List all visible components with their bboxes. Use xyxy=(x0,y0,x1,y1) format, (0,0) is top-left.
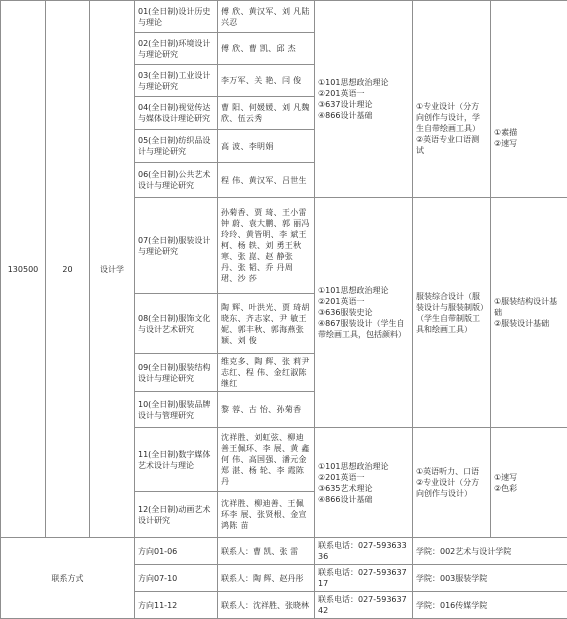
direction-name: 08(全日制)服饰文化与设计艺术研究 xyxy=(135,294,218,354)
contact-phone: 联系电话：027-59363717 xyxy=(315,565,413,592)
direction-teachers: 沈祥胜、刘虹弦、柳迪善王佩环、李 展、黄 鑫何 伟、高国强、潘元金郑 湛、杨 轮、李 霞陈 丹 xyxy=(218,428,315,492)
exam-subjects: ①101思想政治理论 ②201英语一 ③636服装史论 ④867服装设计（学生自带绘画工具，包括颜料） xyxy=(315,198,413,428)
additional-test: ①素描 ②速写 xyxy=(491,1,567,198)
direction-name: 04(全日制)视觉传达与媒体设计理论研究 xyxy=(135,97,218,130)
retest-subjects: ①英语听力、口语 ②专业设计（分方向创作与设计） xyxy=(413,428,491,538)
direction-teachers: 沈祥胜、柳迪善、王佩环李 展、张贤根、金宣鸿陈 苗 xyxy=(218,492,315,538)
contact-person: 联系人：曹 凯、张 雷 xyxy=(218,538,315,565)
direction-name: 10(全日制)服装品牌设计与管理研究 xyxy=(135,392,218,428)
retest-subjects: 服装综合设计（服装设计与服装制版）（学生自带制版工具和绘画工具） xyxy=(413,198,491,428)
direction-name: 12(全日制)动画艺术设计研究 xyxy=(135,492,218,538)
direction-name: 09(全日制)服装结构设计与理论研究 xyxy=(135,354,218,392)
contact-row xyxy=(1,538,567,565)
major-name: 设计学 xyxy=(90,1,135,538)
contact-college: 学院：002艺术与设计学院 xyxy=(413,538,567,565)
direction-teachers: 陶 辉、叶洪光、贾 琦胡晓东、齐志家、尹 敏王 妮、郭丰秋、郭海燕张 颖、刘 俊 xyxy=(218,294,315,354)
direction-name: 06(全日制)公共艺术设计与理论研究 xyxy=(135,163,218,198)
direction-teachers: 高 波、李明娟 xyxy=(218,130,315,163)
major-code: 130500 xyxy=(1,1,46,538)
exam-subjects: ①101思想政治理论 ②201英语一 ③637设计理论 ④866设计基础 xyxy=(315,1,413,198)
direction-teachers: 李万军、关 艳、闫 俊 xyxy=(218,65,315,97)
direction-teachers: 黎 蓉、古 怡、孙菊香 xyxy=(218,392,315,428)
contact-person: 联系人：陶 辉、赵丹彤 xyxy=(218,565,315,592)
retest-subjects: ①专业设计（分方向创作与设计，学生自带绘画工具） ②英语专业口语测试 xyxy=(413,1,491,198)
contact-college: 学院：003服装学院 xyxy=(413,565,567,592)
contact-college: 学院：016传媒学院 xyxy=(413,592,567,619)
direction-teachers: 维克多、陶 辉、张 莉尹志红、程 伟、金红淑陈继红 xyxy=(218,354,315,392)
additional-test: ①服装结构设计基础 ②服装设计基础 xyxy=(491,198,567,428)
table-row xyxy=(1,1,567,33)
direction-name: 11(全日制)数字媒体艺术设计与理论 xyxy=(135,428,218,492)
contact-direction: 方向01-06 xyxy=(135,538,218,565)
direction-teachers: 曹 阳、何媛媛、刘 凡魏 欣、伍云秀 xyxy=(218,97,315,130)
direction-name: 01(全日制)设计历史与理论 xyxy=(135,1,218,33)
contact-person: 联系人：沈祥胜、张晓林 xyxy=(218,592,315,619)
additional-test: ①速写 ②色彩 xyxy=(491,428,567,538)
contact-phone: 联系电话：027-59363742 xyxy=(315,592,413,619)
direction-teachers: 傅 欣、黄汉军、刘 凡陆兴忍 xyxy=(218,1,315,33)
enrollment-count: 20 xyxy=(46,1,90,538)
contact-direction: 方向07-10 xyxy=(135,565,218,592)
direction-teachers: 傅 欣、曹 凯、邱 杰 xyxy=(218,33,315,65)
direction-name: 07(全日制)服装设计与理论研究 xyxy=(135,198,218,294)
exam-subjects: ①101思想政治理论 ②201英语一 ③635艺术理论 ④866设计基础 xyxy=(315,428,413,538)
direction-name: 02(全日制)环境设计与理论研究 xyxy=(135,33,218,65)
contact-phone: 联系电话：027-59363336 xyxy=(315,538,413,565)
contact-label: 联系方式 xyxy=(1,538,135,619)
direction-teachers: 孙菊香、贾 琦、王小雷钟 蔚、袁大鹏、郭 丽冯玲玲、黄皆明、李 斌王 柯、杨 轶、刘 勇王秋寒、张 崑、赵 静张 丹、张 韬、乔 丹周 珺、沙 莎 xyxy=(218,198,315,294)
contact-direction: 方向11-12 xyxy=(135,592,218,619)
direction-name: 03(全日制)工业设计与理论研究 xyxy=(135,65,218,97)
direction-teachers: 程 伟、黄汉军、吕世生 xyxy=(218,163,315,198)
direction-name: 05(全日制)纺织品设计与理论研究 xyxy=(135,130,218,163)
